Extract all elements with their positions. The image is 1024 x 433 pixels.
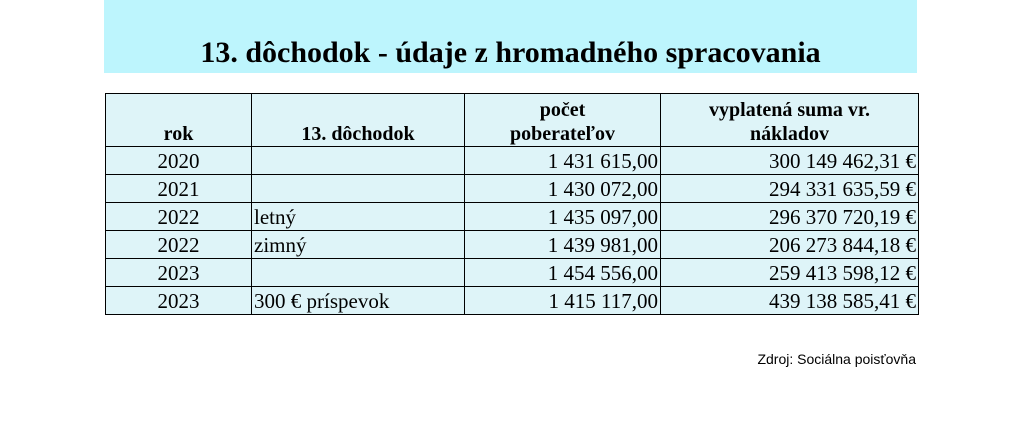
header-suma-line2: nákladov	[750, 123, 829, 145]
cell-pocet: 1 439 981,00	[465, 231, 661, 259]
title-band	[104, 0, 917, 73]
cell-pocet: 1 430 072,00	[465, 175, 661, 203]
cell-pocet: 1 454 556,00	[465, 259, 661, 287]
cell-rok: 2022	[106, 231, 252, 259]
table-row	[106, 203, 919, 231]
table-row	[106, 175, 919, 203]
table-row	[106, 259, 919, 287]
header-pocet	[465, 94, 661, 147]
cell-druh: letný	[252, 203, 465, 231]
cell-druh	[252, 175, 465, 203]
cell-rok: 2020	[106, 147, 252, 175]
cell-pocet: 1 431 615,00	[465, 147, 661, 175]
cell-suma: 296 370 720,19 €	[661, 203, 919, 231]
table-row	[106, 147, 919, 175]
header-suma	[661, 94, 919, 147]
table-header-row	[106, 94, 919, 147]
header-pocet-line1: počet	[539, 99, 586, 121]
header-druh: 13. dôchodok	[252, 94, 465, 147]
page-title: 13. dôchodok - údaje z hromadného spracovania	[200, 36, 821, 69]
cell-druh: zimný	[252, 231, 465, 259]
cell-pocet: 1 415 117,00	[465, 287, 661, 315]
cell-suma: 300 149 462,31 €	[661, 147, 919, 175]
cell-suma: 206 273 844,18 €	[661, 231, 919, 259]
header-pocet-line2: poberateľov	[510, 123, 615, 145]
cell-rok: 2021	[106, 175, 252, 203]
cell-rok: 2023	[106, 259, 252, 287]
cell-druh: 300 € príspevok	[252, 287, 465, 315]
cell-druh	[252, 147, 465, 175]
data-table	[105, 93, 919, 315]
cell-suma: 259 413 598,12 €	[661, 259, 919, 287]
cell-rok: 2022	[106, 203, 252, 231]
cell-pocet: 1 435 097,00	[465, 203, 661, 231]
header-rok: rok	[106, 94, 252, 147]
table-row	[106, 231, 919, 259]
table-row	[106, 287, 919, 315]
cell-suma: 294 331 635,59 €	[661, 175, 919, 203]
header-suma-line1: vyplatená suma vr.	[709, 99, 870, 121]
cell-rok: 2023	[106, 287, 252, 315]
cell-suma: 439 138 585,41 €	[661, 287, 919, 315]
source-note: Zdroj: Sociálna poisťovňa	[757, 351, 916, 367]
cell-druh	[252, 259, 465, 287]
